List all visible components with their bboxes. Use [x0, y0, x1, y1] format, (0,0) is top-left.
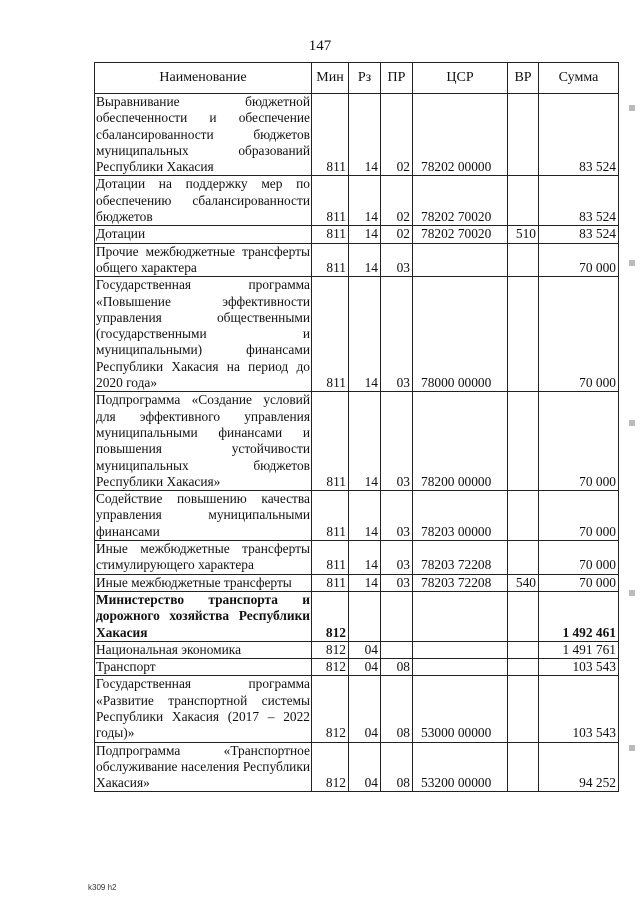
- cell-sum: 70 000: [539, 541, 619, 575]
- cell-rz: 04: [349, 742, 381, 792]
- table-row: [95, 591, 619, 641]
- cell-vr: [508, 541, 539, 575]
- cell-name: Государственная программа «Повышение эффективности управления общественными (государственными и муниципальными) финансами Республики Хакасия на период до 2020 года»: [96, 277, 310, 391]
- cell-pr: [381, 591, 413, 641]
- cell-csr: [413, 659, 508, 676]
- cell-rz: 04: [349, 659, 381, 676]
- cell-csr: 78000 00000: [413, 277, 508, 392]
- cell-csr: 78202 00000: [413, 94, 508, 176]
- cell-min: 811: [312, 277, 349, 392]
- cell-name: Государственная программа «Развитие транспортной системы Республики Хакасия (2017 – 2022 годы)»: [96, 676, 310, 741]
- header-min: Мин: [312, 63, 349, 94]
- cell-min: 811: [312, 491, 349, 541]
- table-row: [95, 94, 619, 176]
- table-row: [95, 491, 619, 541]
- cell-rz: 14: [349, 226, 381, 243]
- cell-sum: 83 524: [539, 226, 619, 243]
- cell-name: Подпрограмма «Транспортное обслуживание населения Республики Хакасия»: [96, 742, 310, 791]
- cell-vr: [508, 676, 539, 742]
- edge-mark: [629, 105, 635, 111]
- cell-vr: [508, 243, 539, 277]
- header-name: Наименование: [95, 63, 312, 94]
- cell-csr: 78203 72208: [413, 574, 508, 591]
- cell-name: Дотации на поддержку мер по обеспечению сбалансированности бюджетов: [96, 176, 310, 225]
- cell-name: Содействие повышению качества управления муниципальными финансами: [96, 491, 310, 539]
- cell-pr: 03: [381, 541, 413, 575]
- table-row: [95, 226, 619, 243]
- cell-sum: 83 524: [539, 94, 619, 176]
- table-header-row: [95, 63, 619, 94]
- cell-pr: 03: [381, 491, 413, 541]
- cell-csr: 78202 70020: [413, 226, 508, 243]
- edge-mark: [629, 260, 635, 266]
- budget-table: [94, 62, 619, 792]
- cell-sum: 103 543: [539, 676, 619, 742]
- cell-rz: 04: [349, 641, 381, 658]
- cell-csr: [413, 641, 508, 658]
- footer-code: k309 h2: [88, 883, 117, 892]
- table-body: [95, 94, 619, 792]
- header-rz: Рз: [349, 63, 381, 94]
- cell-vr: 510: [508, 226, 539, 243]
- cell-sum: 103 543: [539, 659, 619, 676]
- cell-min: 811: [312, 176, 349, 226]
- cell-min: 811: [312, 541, 349, 575]
- cell-csr: [413, 243, 508, 277]
- table-row: [95, 641, 619, 658]
- cell-vr: [508, 94, 539, 176]
- table-row: [95, 243, 619, 277]
- cell-pr: 02: [381, 176, 413, 226]
- cell-pr: 03: [381, 574, 413, 591]
- cell-pr: 08: [381, 742, 413, 792]
- cell-name: Дотации: [95, 226, 312, 243]
- cell-pr: 03: [381, 243, 413, 277]
- cell-min: 812: [312, 641, 349, 658]
- cell-vr: [508, 659, 539, 676]
- cell-rz: 14: [349, 574, 381, 591]
- edge-mark: [629, 420, 635, 426]
- cell-vr: [508, 277, 539, 392]
- cell-pr: 03: [381, 277, 413, 392]
- cell-name: Прочие межбюджетные трансферты общего характера: [96, 243, 310, 275]
- cell-rz: 04: [349, 676, 381, 742]
- cell-pr: 08: [381, 676, 413, 742]
- cell-vr: [508, 742, 539, 792]
- cell-min: 811: [312, 392, 349, 491]
- cell-rz: 14: [349, 243, 381, 277]
- cell-min: 812: [312, 676, 349, 742]
- cell-sum: 1 491 761: [539, 641, 619, 658]
- cell-pr: [381, 641, 413, 658]
- page-number: 147: [308, 38, 332, 54]
- cell-sum: 70 000: [539, 491, 619, 541]
- edge-mark: [629, 745, 635, 751]
- cell-name: Иные межбюджетные трансферты стимулирующего характера: [96, 541, 310, 573]
- table-row: [95, 541, 619, 575]
- cell-sum: 70 000: [539, 243, 619, 277]
- cell-csr: 53000 00000: [413, 676, 508, 742]
- cell-name: Иные межбюджетные трансферты: [95, 574, 312, 591]
- cell-csr: 53200 00000: [413, 742, 508, 792]
- table-row: [95, 277, 619, 392]
- cell-rz: 14: [349, 541, 381, 575]
- cell-csr: 78202 70020: [413, 176, 508, 226]
- cell-min: 811: [312, 574, 349, 591]
- table-row: [95, 742, 619, 792]
- cell-vr: [508, 591, 539, 641]
- cell-sum: 70 000: [539, 574, 619, 591]
- cell-sum: 70 000: [539, 392, 619, 491]
- cell-min: 812: [312, 742, 349, 792]
- cell-sum: 70 000: [539, 277, 619, 392]
- cell-rz: 14: [349, 392, 381, 491]
- cell-vr: [508, 176, 539, 226]
- cell-vr: [508, 491, 539, 541]
- cell-sum: 1 492 461: [539, 591, 619, 641]
- cell-csr: 78203 72208: [413, 541, 508, 575]
- cell-min: 811: [312, 243, 349, 277]
- cell-name: Подпрограмма «Создание условий для эффективного управления муниципальными финансами и повышения устойчивости муниципальных бюджетов Республики Хакасия»: [96, 392, 310, 489]
- cell-pr: 08: [381, 659, 413, 676]
- cell-pr: 02: [381, 226, 413, 243]
- cell-rz: [349, 591, 381, 641]
- cell-rz: 14: [349, 94, 381, 176]
- table-row: [95, 574, 619, 591]
- cell-min: 811: [312, 94, 349, 176]
- table-row: [95, 659, 619, 676]
- cell-min: 811: [312, 226, 349, 243]
- header-csr: ЦСР: [413, 63, 508, 94]
- cell-name: Выравнивание бюджетной обеспеченности и обеспечение сбалансированности бюджетов муниципальных образований Республики Хакасия: [96, 94, 310, 175]
- cell-vr: [508, 641, 539, 658]
- cell-name: Транспорт: [95, 659, 312, 676]
- table-row: [95, 392, 619, 491]
- cell-sum: 83 524: [539, 176, 619, 226]
- cell-pr: 03: [381, 392, 413, 491]
- cell-rz: 14: [349, 277, 381, 392]
- cell-name: Министерство транспорта и дорожного хозяйства Республики Хакасия: [96, 591, 310, 640]
- edge-mark: [629, 590, 635, 596]
- cell-csr: [413, 591, 508, 641]
- header-sum: Сумма: [539, 63, 619, 94]
- cell-vr: 540: [508, 574, 539, 591]
- table-row: [95, 676, 619, 742]
- header-vr: ВР: [508, 63, 539, 94]
- cell-vr: [508, 392, 539, 491]
- table-row: [95, 176, 619, 226]
- cell-pr: 02: [381, 94, 413, 176]
- header-pr: ПР: [381, 63, 413, 94]
- cell-min: 812: [312, 659, 349, 676]
- cell-rz: 14: [349, 176, 381, 226]
- cell-sum: 94 252: [539, 742, 619, 792]
- cell-name: Национальная экономика: [95, 641, 312, 658]
- cell-csr: 78200 00000: [413, 392, 508, 491]
- cell-min: 812: [312, 591, 349, 641]
- cell-rz: 14: [349, 491, 381, 541]
- cell-csr: 78203 00000: [413, 491, 508, 541]
